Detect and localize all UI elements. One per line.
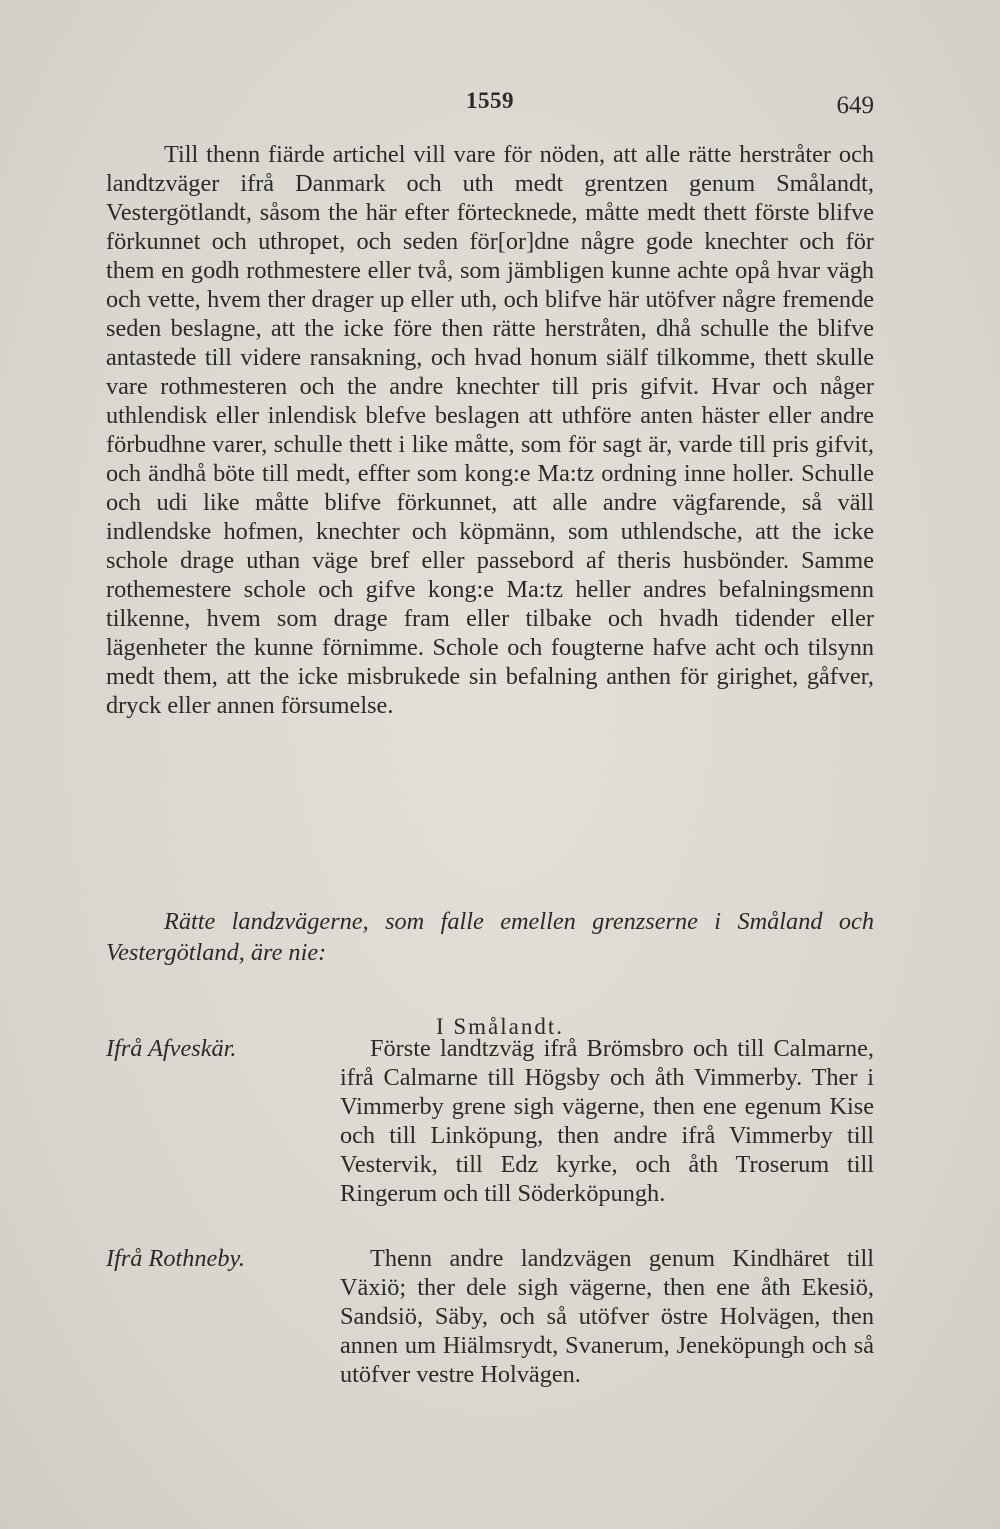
entry-text: Thenn andre landzvägen genum Kindhäret till Växiö; ther dele sigh vägerne, then ene åth Ekesiö, Sandsiö, Säby, och så utöfver östre Holvägen, then annen um Hiälmsrydt, Svanerum, Jeneköpungh och så utöfver vestre Holvägen. [340,1245,874,1388]
section-heading: Rätte landzvägerne, som falle emellen grenzserne i Småland och Vestergötland, äre nie: [106,908,874,966]
region-heading: I Smålandt. [435,1014,565,1039]
entry-side-label: Ifrå Afveskär. [106,1035,237,1062]
page-year: 1559 [466,88,514,113]
main-paragraph: Till thenn fiärde artichel vill vare för nöden, att alle rätte herstråter och landtzväger ifrå Danmark och uth medt grentzen genum Smålandt, Vestergötlandt, såsom the här efter förtecknede, måtte medt thett förste blifve förkunnet och uthropet, och seden för[or]dne någre gode knechter och för them en godh rothmestere eller två, som jämbligen kunne achte opå hvar vägh och vette, hvem ther drager up eller uth, och blifve här utöfver någre fremende seden beslagne, att the icke före then rätte herstråten, dhå schulle the blifve antastede till videre ransakning, och hvad honum siälf tilkomme, thett skulle vare rothmesteren och the andre knechter till pris gifvit. Hvar och någer uthlendisk eller inlendisk blefve beslagen att uthföre anten häster eller andre förbudhne varer, schulle thett i like måtte, som för sagt är, varde till pris gifvit, och ändhå böte till medt, effter som kong:e Ma:tz ordning inne holler. Schulle och udi like måtte blifve förkunnet, att alle andre vägfarende, så väll indlendske hofmen, knechter och köpmänn, som uthlendsche, att the icke schole drage uthan väge bref eller passebord af theris husbönder. Samme rothemestere schole och gifve kong:e Ma:tz heller andres befalningsmenn tilkenne, hvem som drage fram eller tilbake och hvadh tidender eller lägenheter the kunne förnimme. Schole och fougterne hafve acht och tilsynn medt them, att the icke misbrukede sin befalning anthen för girighet, gåfver, dryck eller annen försumelse. [106,141,874,719]
entry-side-label: Ifrå Rothneby. [106,1245,246,1272]
page-header [106,88,874,128]
entry-text: Förste landtzväg ifrå Brömsbro och till Calmarne, ifrå Calmarne till Högsby och åth Vimmerby. Ther i Vimmerby grene sigh vägerne, then ene egenum Kise och till Linköpung, then andre ifrå Vimmerby till Vestervik, till Edz kyrke, och åth Troserum till Ringerum och till Söderköpungh. [340,1035,874,1207]
page-number: 649 [836,92,874,119]
